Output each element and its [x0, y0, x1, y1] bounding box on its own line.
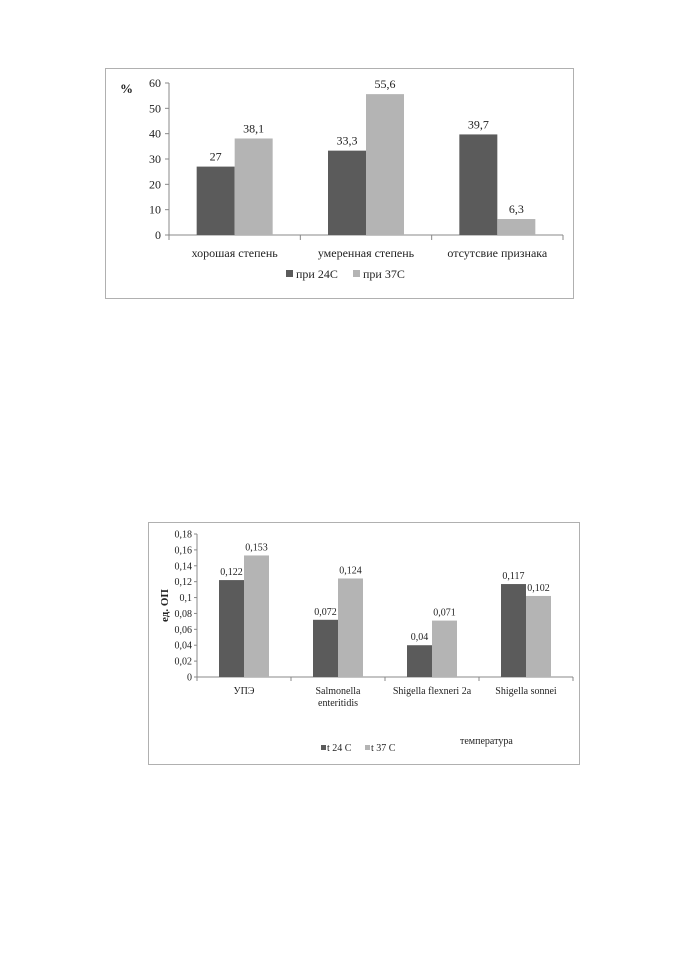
legend-swatch	[286, 270, 293, 277]
y-tick-label: 0,12	[174, 577, 192, 589]
y-tick-label: 50	[149, 101, 161, 116]
y-axis-label: ед. ОП	[159, 589, 171, 622]
data-label: 6,3	[508, 202, 524, 217]
bar	[432, 621, 457, 677]
y-tick-label: 0	[155, 228, 161, 242]
bar	[313, 620, 338, 677]
legend-swatch	[365, 745, 370, 750]
category-label: хорошая степень	[191, 246, 278, 260]
data-label: 0,04	[410, 632, 429, 644]
legend-swatch	[353, 270, 360, 277]
category-label: УПЭ	[233, 686, 255, 697]
chart-quality-svg	[106, 69, 573, 298]
bar	[501, 584, 526, 677]
y-tick-label: 0,08	[174, 608, 192, 620]
data-label: 27	[209, 149, 222, 164]
chart-optical-density	[148, 522, 580, 765]
bar	[219, 580, 244, 677]
y-tick-label: 0,14	[174, 561, 192, 573]
x-axis-label: температура	[460, 736, 513, 747]
y-tick-label: 40	[149, 126, 161, 141]
data-label: 33,3	[336, 133, 358, 148]
data-label: 39,7	[467, 117, 489, 132]
y-tick-label: 20	[149, 177, 161, 192]
bar	[459, 134, 497, 235]
y-tick-label: 30	[149, 152, 161, 166]
data-label: 0,102	[527, 582, 550, 594]
data-label: 0,072	[314, 606, 337, 618]
bar	[497, 219, 535, 235]
category-label: enteritidis	[318, 698, 358, 709]
y-axis-label: %	[120, 81, 133, 96]
category-label: Salmonella	[315, 686, 361, 697]
y-tick-label: 0,02	[174, 656, 192, 668]
data-label: 0,117	[502, 571, 525, 583]
data-label: 0,071	[433, 607, 456, 619]
y-tick-label: 10	[149, 202, 161, 217]
chart-optical-density-svg	[149, 523, 579, 764]
y-tick-label: 0	[187, 672, 192, 684]
y-tick-label: 0,06	[174, 624, 192, 636]
legend-label: t 24 С	[327, 743, 352, 754]
y-tick-label: 0,18	[174, 529, 192, 541]
legend-label: при 37С	[363, 267, 405, 281]
chart-quality	[105, 68, 574, 299]
bar	[407, 645, 432, 677]
legend-label: t 37 С	[371, 743, 396, 754]
y-tick-label: 0,16	[174, 545, 192, 557]
bar	[197, 167, 235, 235]
bar	[338, 578, 363, 677]
category-label: отсутсвие признака	[447, 246, 548, 260]
bar	[328, 151, 366, 235]
bar	[244, 555, 269, 677]
y-tick-label: 0,04	[174, 640, 192, 652]
category-label: Shigella sonnei	[495, 686, 557, 697]
legend-label: при 24С	[296, 267, 338, 281]
category-label: Shigella flexneri 2a	[392, 686, 472, 697]
data-label: 0,122	[220, 567, 243, 579]
data-label: 0,124	[339, 565, 362, 577]
bar	[526, 596, 551, 677]
y-tick-label: 60	[149, 76, 161, 90]
bar	[235, 138, 273, 235]
bar	[366, 94, 404, 235]
data-label: 0,153	[245, 542, 268, 554]
data-label: 38,1	[243, 121, 265, 136]
legend-swatch	[321, 745, 326, 750]
data-label: 55,6	[374, 77, 396, 92]
y-tick-label: 0,1	[179, 593, 192, 605]
category-label: умеренная степень	[317, 246, 415, 260]
